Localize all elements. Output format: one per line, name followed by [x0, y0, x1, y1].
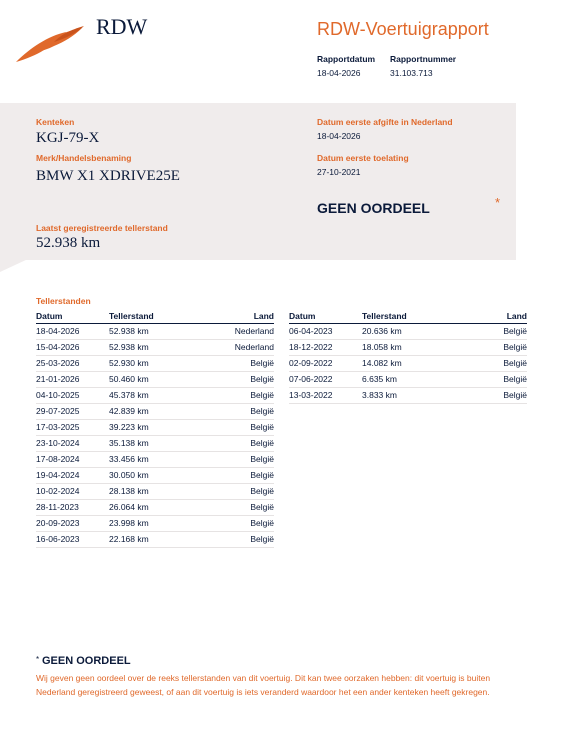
cell-km: 33.456 km	[109, 451, 179, 467]
cell-date: 18-12-2022	[289, 339, 362, 355]
cell-date: 20-09-2023	[36, 515, 109, 531]
table-row	[36, 531, 274, 547]
readings-title: Tellerstanden	[36, 296, 91, 306]
cell-km: 28.138 km	[109, 483, 179, 499]
vehicle-make: BMW X1 XDRIVE25E	[36, 168, 180, 184]
cell-country: België	[432, 339, 527, 355]
make-label: Merk/Handelsbenaming	[36, 153, 132, 163]
table-row	[36, 323, 274, 339]
table-row	[36, 403, 274, 419]
footnote-asterisk: *	[36, 655, 40, 664]
report-date: 18-04-2026	[317, 68, 361, 78]
cell-date: 25-03-2026	[36, 355, 109, 371]
cell-km: 42.839 km	[109, 403, 179, 419]
table-row	[36, 355, 274, 371]
report-number-label: Rapportnummer	[390, 54, 457, 64]
cell-country: België	[179, 451, 274, 467]
odometer-label: Laatst geregistreerde tellerstand	[36, 223, 168, 233]
cell-date: 13-03-2022	[289, 387, 362, 403]
table-row	[36, 467, 274, 483]
cell-date: 29-07-2025	[36, 403, 109, 419]
table-row	[36, 339, 274, 355]
col-km: Tellerstand	[362, 310, 432, 323]
cell-country: België	[432, 371, 527, 387]
report-date-label: Rapportdatum	[317, 54, 376, 64]
col-country: Land	[432, 310, 527, 323]
readings-table-left	[36, 310, 274, 548]
cell-km: 6.635 km	[362, 371, 432, 387]
verdict: GEEN OORDEEL	[317, 200, 430, 216]
footnote-text: Wij geven geen oordeel over de reeks tellerstanden van dit voertuig. Dit kan twee oorzaken hebben: dit voertuig is buiten Nederland geregistreerd geweest, of aan dit voertuig is iets veranderd waardoor het een ander kenteken heeft gekregen.	[36, 673, 491, 697]
plate-label: Kenteken	[36, 117, 75, 127]
cell-country: Nederland	[179, 323, 274, 339]
cell-country: België	[179, 483, 274, 499]
cell-km: 50.460 km	[109, 371, 179, 387]
brand-name: RDW	[96, 14, 148, 39]
table-row	[36, 483, 274, 499]
cell-km: 52.938 km	[109, 323, 179, 339]
cell-country: Nederland	[179, 339, 274, 355]
report-number: 31.103.713	[390, 68, 433, 78]
cell-country: België	[179, 467, 274, 483]
col-date: Datum	[289, 310, 362, 323]
cell-date: 23-10-2024	[36, 435, 109, 451]
cell-country: België	[179, 515, 274, 531]
cell-date: 16-06-2023	[36, 531, 109, 547]
table-header-row	[36, 310, 274, 323]
first-nl-label: Datum eerste afgifte in Nederland	[317, 117, 453, 127]
cell-country: België	[179, 499, 274, 515]
footnote-title: GEEN OORDEEL	[42, 655, 131, 667]
table-row	[36, 435, 274, 451]
cell-country: België	[179, 371, 274, 387]
cell-km: 3.833 km	[362, 387, 432, 403]
table-row	[289, 323, 527, 339]
cell-date: 17-03-2025	[36, 419, 109, 435]
readings-table-right	[289, 310, 527, 404]
cell-km: 18.058 km	[362, 339, 432, 355]
col-date: Datum	[36, 310, 109, 323]
cell-country: België	[179, 419, 274, 435]
col-country: Land	[179, 310, 274, 323]
report-title: RDW-Voertuigrapport	[317, 19, 489, 39]
cell-km: 22.168 km	[109, 531, 179, 547]
cell-km: 35.138 km	[109, 435, 179, 451]
cell-country: België	[179, 403, 274, 419]
odometer-value: 52.938 km	[36, 235, 101, 251]
license-plate: KGJ-79-X	[36, 130, 100, 146]
verdict-asterisk: *	[495, 195, 501, 210]
cell-country: België	[179, 531, 274, 547]
cell-country: België	[179, 355, 274, 371]
table-header-row	[289, 310, 527, 323]
cell-km: 30.050 km	[109, 467, 179, 483]
cell-date: 04-10-2025	[36, 387, 109, 403]
table-row	[289, 339, 527, 355]
cell-date: 02-09-2022	[289, 355, 362, 371]
table-row	[289, 387, 527, 403]
cell-date: 18-04-2026	[36, 323, 109, 339]
cell-country: België	[179, 387, 274, 403]
cell-country: België	[432, 387, 527, 403]
first-nl-date: 18-04-2026	[317, 131, 361, 141]
table-row	[289, 355, 527, 371]
cell-km: 39.223 km	[109, 419, 179, 435]
table-row	[36, 371, 274, 387]
cell-date: 10-02-2024	[36, 483, 109, 499]
cell-date: 15-04-2026	[36, 339, 109, 355]
cell-date: 17-08-2024	[36, 451, 109, 467]
cell-date: 19-04-2024	[36, 467, 109, 483]
table-row	[36, 515, 274, 531]
cell-km: 14.082 km	[362, 355, 432, 371]
table-row	[289, 371, 527, 387]
cell-km: 52.930 km	[109, 355, 179, 371]
col-km: Tellerstand	[109, 310, 179, 323]
table-row	[36, 419, 274, 435]
cell-km: 23.998 km	[109, 515, 179, 531]
panel-tail	[0, 259, 28, 272]
cell-country: België	[179, 435, 274, 451]
cell-km: 26.064 km	[109, 499, 179, 515]
cell-km: 20.636 km	[362, 323, 432, 339]
rdw-logo-icon	[14, 22, 86, 66]
cell-km: 52.938 km	[109, 339, 179, 355]
cell-km: 45.378 km	[109, 387, 179, 403]
cell-country: België	[432, 323, 527, 339]
cell-date: 07-06-2022	[289, 371, 362, 387]
first-admission-date: 27-10-2021	[317, 167, 361, 177]
table-row	[36, 387, 274, 403]
first-admission-label: Datum eerste toelating	[317, 153, 409, 163]
table-row	[36, 451, 274, 467]
cell-country: België	[432, 355, 527, 371]
table-row	[36, 499, 274, 515]
cell-date: 21-01-2026	[36, 371, 109, 387]
cell-date: 06-04-2023	[289, 323, 362, 339]
cell-date: 28-11-2023	[36, 499, 109, 515]
